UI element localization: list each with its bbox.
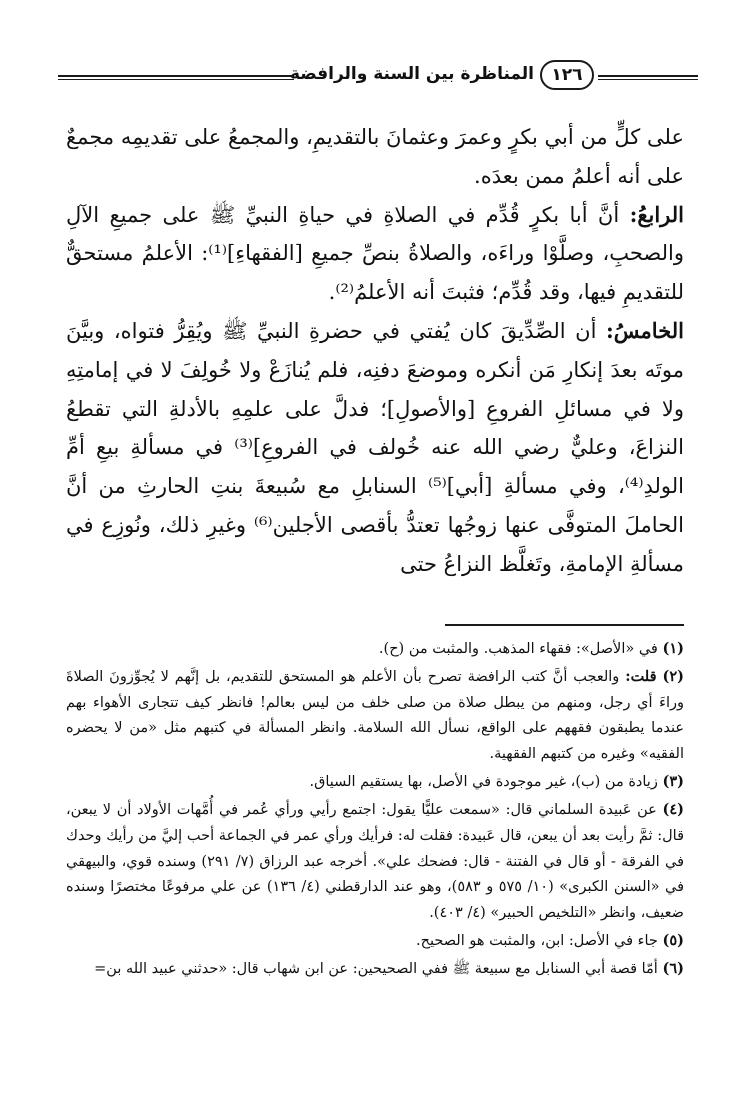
- paragraph-lead: الخامسُ:: [606, 317, 684, 343]
- footnote-text: في «الأصل»: فقهاء المذهب. والمثبت من (ح).: [378, 641, 658, 657]
- footnote-text: زيادة من (ب)، غير موجودة في الأصل، بها يستقيم السياق.: [309, 774, 658, 791]
- running-title: المناظرة بين السنة والرافضة: [289, 64, 534, 84]
- header-rule-right: [598, 75, 698, 81]
- footnote: [66, 956, 684, 983]
- footnote-number: (٤): [662, 801, 684, 819]
- footnote-number: (١): [662, 640, 684, 657]
- footnote-text: عن عَبيدة السلماني قال: «سمعت عليًّا يقول: اجتمع رأيي ورأي عُمر في أُمَّهات الأولاد أن لا يبعن، قال: ثمَّ رأيت بعد أن يبعن، قال عَبيدة: فقلت له: فرأيك ورأي عمر في الجماعة أحب إليَّ من رأيك وحدك في الفرقة - أو قال في الفتنة - قال: فضحك علي». أخرجه عبد الرزاق (٧/ ٢٩١) وسنده قوي، والبيهقي في «السنن الكبرى» (١٠/ ٥٧٥ و ٥٨٣)، وهو عند الدارقطني (٤/ ١٣٦) عن علي مرفوعًا مختصرًا وسنده ضعيف، وانظر «التلخيص الحبير» (٤/ ٤٠٣).: [66, 802, 685, 921]
- footnote-separator: [445, 624, 684, 626]
- paragraph: [66, 312, 684, 584]
- footnote-text: أمّا قصة أبي السنابل مع سبيعة ﷺ ففي الصحيحين: عن ابن شهاب قال: «حدثني عبيد الله بن=: [94, 961, 658, 978]
- header-rule-left: [58, 75, 294, 81]
- footnote-number: (٣): [662, 773, 684, 791]
- footnotes: [66, 636, 684, 984]
- footnote-text: والعجب أنَّ كتب الرافضة تصرح بأن الأعلم هو المستحق للتقديم، بل إنَّهم لا يُجوِّزونَ الصلاةَ وراءَ أي رجل، ومنهم من يبطل صلاة من صلى خلف من ليس بعالم! فانظر كيف تتجارى الأهواء بهم عندما يطبقون فقههم على الواقع، نسأل الله السلامة. وانظر المسألة في كتبهم مثل «من لا يحضره الفقيه» وغيره من كتبهم الفقهية.: [66, 669, 684, 762]
- page-number: ١٢٦: [540, 60, 594, 90]
- footnote: [66, 664, 684, 767]
- footnote: [66, 928, 684, 955]
- footnote-text: جاء في الأصل: ابن، والمثبت هو الصحيح.: [416, 932, 658, 949]
- paragraph-text: أن الصِّدِّيقَ كان يُفتي في حضرةِ النبيِّ ﷺ ويُقِرُّ فتواه، وبيَّنَ موتَه بعدَ إنكارِ مَن أنكره وموضعَ دفنِه، فلم يُنازَعْ ولا خُولِفَ لا في إمامتِهِ ولا في مسائلِ الفروعِ [والأصولِ]؛ فدلَّ على علمِهِ بالأدلةِ التي تقطعُ النزاعَ، وعليٌّ رضي الله عنه خُولف في الفروعِ]⁽³⁾ في مسألةِ بيعِ أمِّ الولدِ⁽⁴⁾، وفي مسألةِ [أبي]⁽⁵⁾ السنابلِ مع سُبيعةَ بنتِ الحارثِ من أنَّ الحاملَ المتوفَّى عنها زوجُها تعتدُّ بأقصى الأجلين⁽⁶⁾ وغيرِ ذلك، ونُوزِع في مسألةِ الإمامةِ، وتَغلَّظ النزاعُ حتى: [66, 318, 684, 576]
- footnote-number: (٦): [662, 960, 684, 978]
- paragraph-text: على كلٍّ من أبي بكرٍ وعمرَ وعثمانَ بالتقديمِ، والمجمعُ على تقديمِه مجمعٌ على أنه أعلمُ ممن بعدَه.: [66, 125, 684, 188]
- footnote-number: (٥): [662, 931, 684, 949]
- footnote: [66, 797, 684, 926]
- paragraph: [66, 196, 684, 312]
- paragraph-lead: الرابعُ:: [629, 201, 684, 227]
- running-header: [58, 58, 698, 98]
- paragraph: [66, 118, 684, 196]
- footnote: [66, 636, 684, 663]
- paragraph-text: أنَّ أبا بكرٍ قُدِّم في الصلاةِ في حياةِ النبيِّ ﷺ على جميعِ الآلِ والصحبِ، وصلَّوْا وراءَه، والصلاةُ بنصِّ جميعِ [الفقهاءِ]⁽¹⁾: الأعلمُ مستحقٌّ للتقديمِ فيها، وقد قُدِّم؛ فثبتَ أنه الأعلمُ⁽²⁾.: [66, 202, 684, 305]
- footnote-lead: قلت:: [625, 668, 657, 686]
- main-text: [66, 118, 684, 584]
- footnote: [66, 769, 684, 796]
- footnote-number: (٢): [662, 668, 685, 686]
